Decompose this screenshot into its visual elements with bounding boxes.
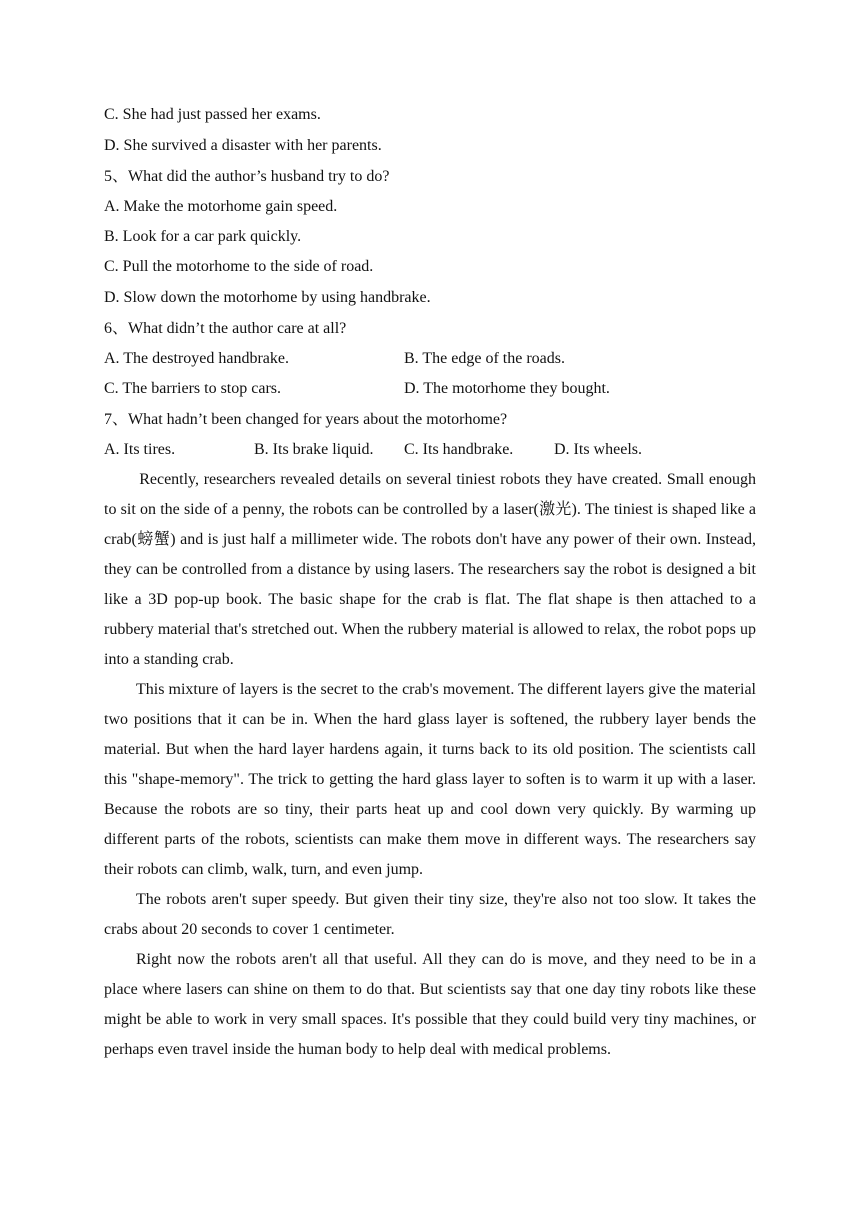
passage-paragraph-4: Right now the robots aren't all that useful. All they can do is move, and they need to be in a place where lasers can shine on them to do that. But scientists say that one day tiny robots like these might be able to work in very small spaces. It's possible that they could build very tiny machines, or perhaps even travel inside the human body to help deal with medical problems.	[104, 951, 756, 1058]
document-page	[104, 100, 756, 1065]
q6-option-a: A. The destroyed handbrake.	[104, 350, 289, 367]
q5-option-d: D. Slow down the motorhome by using handbrake.	[104, 289, 431, 306]
passage-paragraph-2: This mixture of layers is the secret to the crab's movement. The different layers give the material two positions that it can be in. When the hard glass layer is softened, the rubbery layer bends the material. But when the hard layer hardens again, it turns back to its old position. The scientists call this "shape-memory". The trick to getting the hard glass layer to soften is to warm it up with a laser. Because the robots are so tiny, their parts heat up and cool down very quickly. By warming up different parts of the robots, scientists can make them move in different ways. The researchers say their robots can climb, walk, turn, and even jump.	[104, 681, 756, 878]
q5-question: 5、What did the author’s husband try to do?	[104, 168, 390, 185]
q7-option-b: B. Its brake liquid.	[254, 441, 374, 458]
q5-option-c: C. Pull the motorhome to the side of road.	[104, 258, 374, 275]
q6-options-row-1	[104, 344, 756, 374]
q7-option-a: A. Its tires.	[104, 441, 176, 458]
q7-question: 7、What hadn’t been changed for years about the motorhome?	[104, 411, 508, 428]
q6-option-d: D. The motorhome they bought.	[404, 380, 610, 397]
passage-paragraph-3: The robots aren't super speedy. But given their tiny size, they're also not too slow. It takes the crabs about 20 seconds to cover 1 centimeter.	[104, 891, 756, 938]
q6-question: 6、What didn’t the author care at all?	[104, 320, 347, 337]
passage-paragraph-1: Recently, researchers revealed details on several tiniest robots they have created. Small enough to sit on the side of a penny, the robots can be controlled by a laser(激光). The tiniest is shaped like a crab(螃蟹) and is just half a millimeter wide. The robots don't have any power of their own. Instead, they can be controlled from a distance by using lasers. The researchers say the robot is designed a bit like a 3D pop-up book. The basic shape for the crab is flat. The flat shape is then attached to a rubbery material that's stretched out. When the rubbery material is allowed to relax, the robot pops up into a standing crab.	[104, 471, 756, 668]
q5-option-b: B. Look for a car park quickly.	[104, 228, 302, 245]
q7-options-row	[104, 435, 756, 465]
q7-option-d: D. Its wheels.	[554, 441, 642, 458]
q4-option-c: C. She had just passed her exams.	[104, 106, 321, 123]
q7-option-c: C. Its handbrake.	[404, 441, 514, 458]
q6-options-row-2	[104, 374, 756, 404]
q5-option-a: A. Make the motorhome gain speed.	[104, 198, 338, 215]
q6-option-b: B. The edge of the roads.	[404, 350, 565, 367]
q4-option-d: D. She survived a disaster with her parents.	[104, 137, 382, 154]
q6-option-c: C. The barriers to stop cars.	[104, 380, 281, 397]
